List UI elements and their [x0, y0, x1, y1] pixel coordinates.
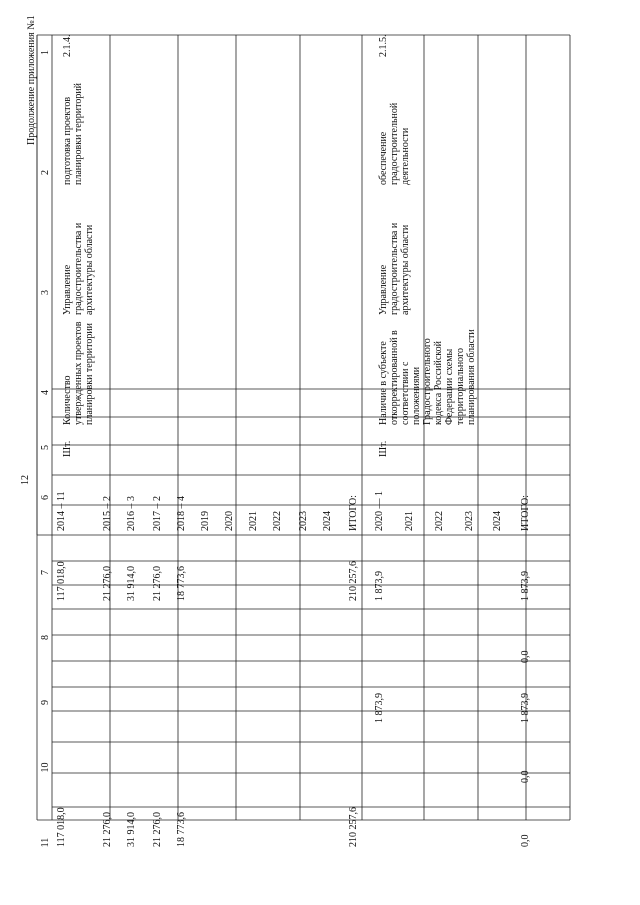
header-col-10: 10	[40, 762, 51, 773]
table-cell-c11: 31 914,0	[126, 812, 137, 847]
continuation-note: Продолжение приложения №1	[26, 15, 37, 145]
header-col-2: 2	[40, 170, 51, 175]
table-cell-c11: 0,0	[520, 834, 531, 847]
row-2-1-4-executor: Управление градостроительства и архитектуры области	[62, 222, 95, 315]
row-2-1-4-unit: Шт.	[62, 440, 73, 457]
table-cell-c9: 1 873,9	[374, 693, 385, 723]
row-2-1-4-name: подготовка проектов планировки территорий	[62, 82, 84, 185]
table-cell-c11: 210 257,6	[348, 807, 359, 847]
header-col-9: 9	[40, 700, 51, 705]
table-cell-c7: 1 873,9	[520, 571, 531, 601]
table-cell-c7: 1 873,9	[374, 571, 385, 601]
row-2-1-4-id: 2.1.4.	[62, 34, 73, 57]
table-cell-c6: ИТОГО:	[348, 495, 359, 531]
row-2-1-5-executor: Управление градостроительства и архитектуры области	[378, 222, 411, 315]
row-2-1-5-indicator: Наличие в субъекте откорректированной в соответствии с положениями Градостроительного кодекса Российской Федерации схемы территориального планирования области	[378, 329, 477, 425]
header-col-5: 5	[40, 445, 51, 450]
table-cell-c6: 2017 – 2	[152, 496, 163, 531]
header-col-3: 3	[40, 290, 51, 295]
row-2-1-5-name: обеспечение градостроительной деятельности	[378, 102, 411, 185]
table-cell-c7: 210 257,6	[348, 561, 359, 601]
table-cell-c6: 2020 — 1	[374, 491, 385, 531]
table-cell-c6: 2024	[492, 511, 503, 531]
table-cell-c6: 2022	[272, 511, 283, 531]
table-cell-c10: 0,0	[520, 770, 531, 783]
table-cell-c6: 2023	[464, 511, 475, 531]
table-cell-c6: 2018 – 4	[176, 496, 187, 531]
table-cell-c6: 2024	[322, 511, 333, 531]
table-cell-c6: 2019	[200, 511, 211, 531]
table-cell-c9: 1 873,9	[520, 693, 531, 723]
table-cell-c8: 0,0	[520, 650, 531, 663]
header-col-7: 7	[40, 570, 51, 575]
row-2-1-5-unit: Шт.	[378, 440, 389, 457]
row-2-1-5-id: 2.1.5.	[378, 34, 389, 57]
table-cell-c6: 2021	[404, 511, 415, 531]
table-cell-c11: 117 018,0	[56, 807, 67, 847]
table-cell-c6: 2023	[298, 511, 309, 531]
table-cell-c7: 18 773,6	[176, 566, 187, 601]
header-col-8: 8	[40, 635, 51, 640]
table-cell-c6: 2016 – 3	[126, 496, 137, 531]
page-number: 12	[20, 475, 31, 485]
table-cell-c7: 117 018,0	[56, 561, 67, 601]
table-cell-c11: 21 276,0	[102, 812, 113, 847]
table-cell-c7: 21 276,0	[152, 566, 163, 601]
table-cell-c6: 2021	[248, 511, 259, 531]
table-cell-c6: 2022	[434, 511, 445, 531]
table-cell-c7: 21 276,0	[102, 566, 113, 601]
table-cell-c6: 2015 – 2	[102, 496, 113, 531]
table-cell-c7: 31 914,0	[126, 566, 137, 601]
header-col-1: 1	[40, 50, 51, 55]
row-2-1-4-indicator: Количество утвержденных проектов планировки территории	[62, 321, 95, 425]
header-col-6: 6	[40, 495, 51, 500]
header-col-4: 4	[40, 390, 51, 395]
table-cell-c6: 2020	[224, 511, 235, 531]
header-col-11: 11	[40, 837, 51, 848]
table-cell-c6: ИТОГО:	[520, 495, 531, 531]
table-cell-c11: 21 276,0	[152, 812, 163, 847]
table-cell-c6: 2014 – 11	[56, 491, 67, 531]
table-cell-c11: 18 773,6	[176, 812, 187, 847]
